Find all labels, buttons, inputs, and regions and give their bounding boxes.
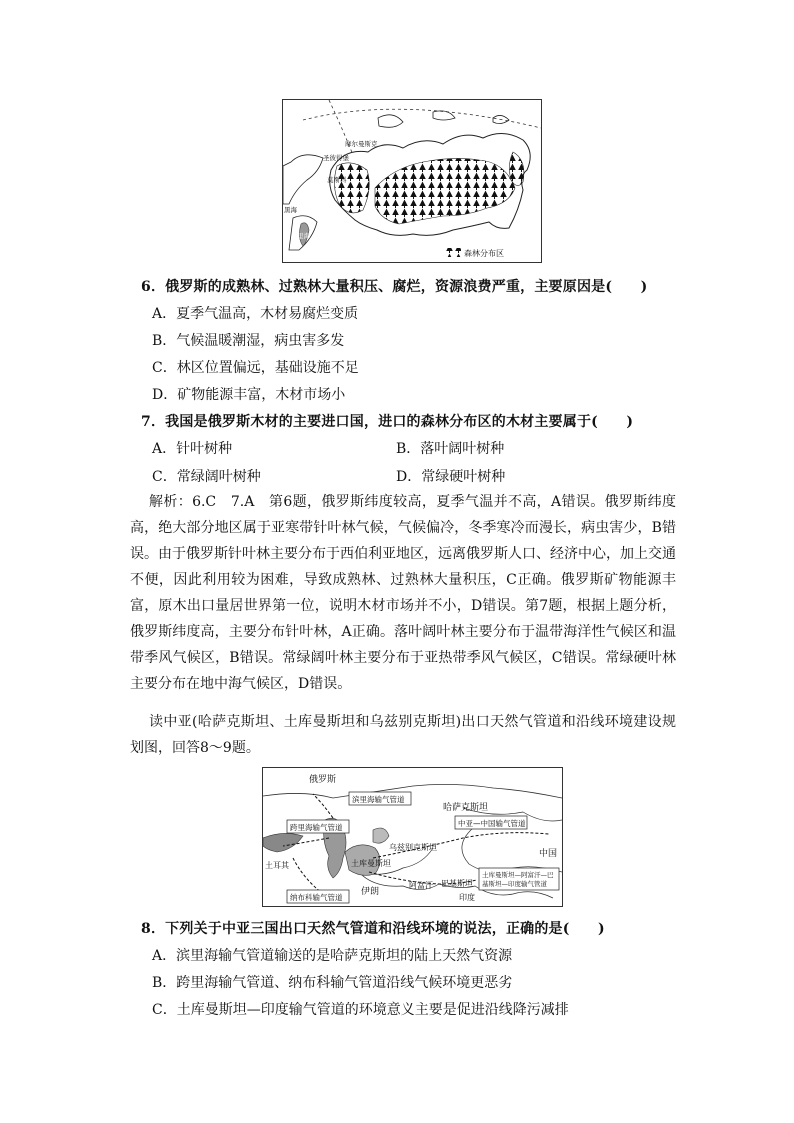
question-7-stem: 7．我国是俄罗斯木材的主要进口国，进口的森林分布区的木材主要属于( ) [141, 414, 634, 430]
question-8-option-c: C．土库曼斯坦—印度输气管道的环境意义主要是促进沿线降污减排 [152, 1002, 569, 1018]
question-6-option-c: C．林区位置偏远，基础设施不足 [152, 360, 359, 376]
svg-text:基斯坦—印度输气管道: 基斯坦—印度输气管道 [482, 880, 547, 888]
central-asia-pipeline-map [262, 767, 563, 907]
russia-kazakhstan-border [263, 784, 562, 798]
pipeline-label-central-asia-china [455, 816, 527, 829]
svg-text:中亚—中国输气管道: 中亚—中国输气管道 [458, 819, 526, 828]
arctic-island [378, 115, 403, 128]
central-asia-pipeline-map-svg [263, 768, 562, 906]
arctic-circle-line [303, 109, 541, 128]
label-iran: 伊朗 [361, 887, 380, 897]
question-6-stem: 6．俄罗斯的成熟林、过熟林大量积压、腐烂，资源浪费严重，主要原因是( ) [141, 279, 648, 295]
label-russia: 俄罗斯 [309, 775, 337, 785]
svg-text:滨里海输气管道: 滨里海输气管道 [352, 795, 405, 804]
label-india: 印度 [459, 893, 475, 902]
question-7-option-c: C．常绿阔叶树种 [152, 469, 261, 485]
question-7-option-a: A．针叶树种 [152, 441, 233, 457]
pipeline-label-nabucco [287, 890, 349, 903]
label-china: 中国 [539, 849, 558, 859]
question-6-option-d: D．矿物能源丰富，木材市场小 [152, 387, 346, 403]
question-7-option-d: D．常绿硬叶树种 [396, 469, 506, 485]
label-turkey: 土耳其 [265, 861, 289, 870]
forest-legend [445, 248, 504, 258]
label-turkmenistan: 土库曼斯坦 [351, 859, 391, 868]
pipeline-label-trans-caspian [287, 820, 349, 833]
sea-label-black: 黑海 [284, 206, 297, 214]
question-6-option-b: B．气候温暖潮湿，病虫害多发 [152, 333, 345, 349]
question-7-option-b: B．落叶阔叶树种 [396, 441, 505, 457]
city-label-murmansk: 摩尔曼斯克 [345, 140, 378, 148]
city-label-moscow: 莫斯科 [327, 176, 347, 184]
label-kazakhstan: 哈萨克斯坦 [443, 803, 489, 813]
question-8-stem: 8．下列关于中亚三国出口天然气管道和沿线环境的说法，正确的是( ) [141, 921, 605, 937]
pipeline-label-tapi [479, 868, 559, 890]
svg-text:土库曼斯坦—阿富汗—巴: 土库曼斯坦—阿富汗—巴 [482, 871, 554, 879]
pipeline-nabucco [293, 858, 323, 894]
forest-legend-label: 森林分布区 [464, 249, 504, 258]
label-afghanistan: 阿富汗 [409, 881, 433, 890]
label-pakistan: 巴基斯坦 [441, 879, 473, 888]
sea-label-caspian: 里海 [297, 232, 310, 240]
svg-text:跨里海输气管道: 跨里海输气管道 [290, 823, 343, 832]
question-8-option-b: B．跨里海输气管道、纳布科输气管道沿线气候环境更恶劣 [152, 975, 513, 991]
question-6-option-a: A．夏季气温高，木材易腐烂变质 [152, 306, 359, 322]
question-8-option-a: A．滨里海输气管道输送的是哈萨克斯坦的陆上天然气资源 [152, 948, 513, 964]
analysis-paragraph: 解析：6.C 7.A 第6题，俄罗斯纬度较高，夏季气温并不高，A错误。俄罗斯纬度高，绝大部分地区属于亚寒带针叶林气候，气候偏冷，冬季寒冷而漫长，病虫害少，B错误。由于俄罗斯针叶林主要分布于西伯利亚地区，远离俄罗斯人口、经济中心，加上交通不便，因此利用较为困难，导致成熟林、过熟林大量积压，C正确。俄罗斯矿物能源丰富，原木出口量居世界第一位，说明木材市场并不小，D错误。第7题，根据上题分析，俄罗斯纬度高，主要分布针叶林，A正确。落叶阔叶林主要分布于温带海洋性气候区和温带季风气候区，B错误。常绿阔叶林主要分布于亚热带季风气候区，C错误。常绿硬叶林主要分布在地中海气候区，D错误。 [130, 494, 676, 692]
pipeline-label-caspian-coast [349, 792, 411, 805]
svg-text:纳布科输气管道: 纳布科输气管道 [290, 893, 343, 902]
russia-forest-map-svg [283, 100, 541, 262]
russia-forest-map [282, 99, 542, 263]
label-uzbekistan: 乌兹别克斯坦 [389, 843, 437, 852]
city-label-st-petersburg: 圣彼得堡 [323, 154, 349, 162]
map2-intro: 读中亚(哈萨克斯坦、土库曼斯坦和乌兹别克斯坦)出口天然气管道和沿线环境建设规划图，回答8～9题。 [130, 714, 676, 756]
